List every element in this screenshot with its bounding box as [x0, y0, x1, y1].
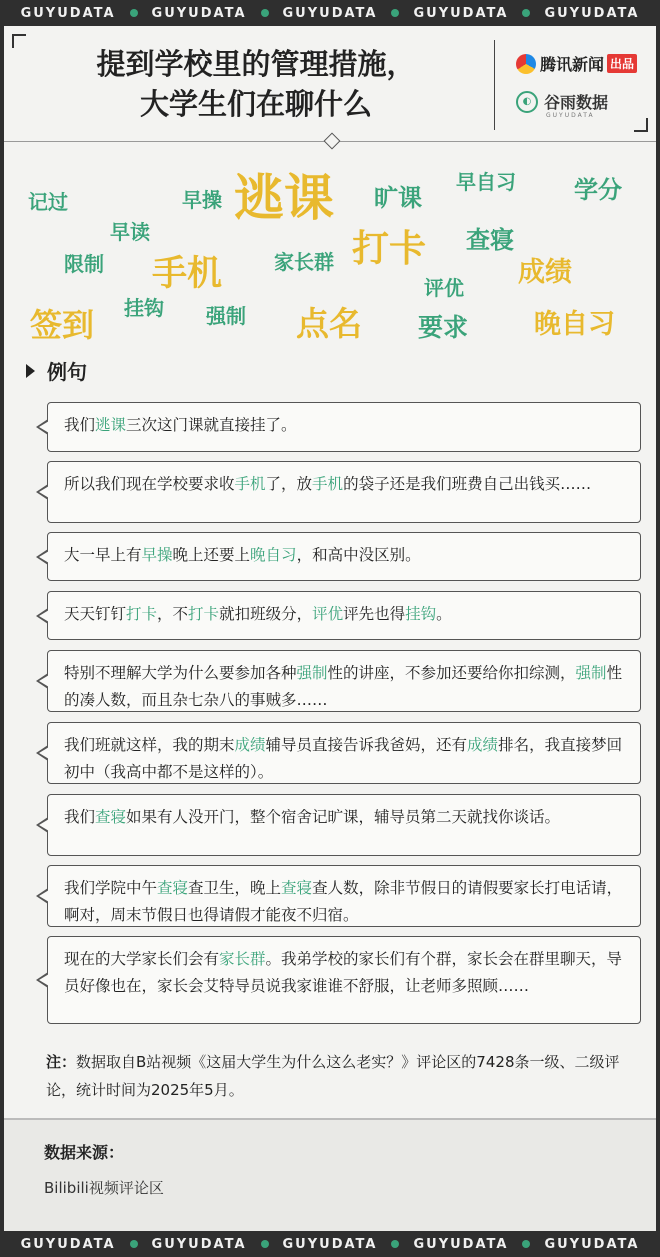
logo2-sub: GUYUDATA: [546, 112, 595, 119]
highlight-term: 家长群: [219, 950, 266, 968]
band-dot-icon: [261, 1240, 269, 1248]
example-text: 性的凑人数，而且杂七杂八的事贼多……: [64, 664, 623, 709]
brand-band-text: GUYUDATA: [544, 1236, 640, 1252]
example-bubble: [47, 722, 641, 784]
highlight-term: 成绩: [467, 736, 499, 754]
example-text: ，不: [157, 605, 189, 623]
title-line-1: 提到学校里的管理措施，: [96, 47, 416, 81]
word-cloud-word: 点名: [296, 304, 362, 343]
example-bubble: [47, 650, 641, 712]
example-text: 如果有人没开门，整个宿舍记旷课，辅导员第二天就找你谈话。: [126, 808, 561, 826]
corner-bracket-icon: [634, 118, 648, 132]
example-text: 大一早上有: [64, 546, 142, 564]
example-bubble: [47, 865, 641, 927]
brand-band-text: GUYUDATA: [282, 5, 378, 21]
band-dot-icon: [522, 9, 530, 17]
footnote-text: 数据取自B站视频《这届大学生为什么这么老实？》评论区的7428条一级、二级评论，统计时间为2025年5月。: [46, 1053, 620, 1099]
word-cloud-word: 签到: [30, 306, 95, 344]
example-text: 我们: [64, 416, 96, 434]
band-dot-icon: [130, 9, 138, 17]
brand-band-text: GUYUDATA: [20, 5, 116, 21]
word-cloud-word: 逃课: [234, 169, 334, 227]
word-cloud-word: 挂钩: [124, 296, 164, 320]
example-text: 的袋子还是我们班费自己出钱买……: [343, 475, 592, 493]
word-cloud-word: 限制: [64, 252, 104, 276]
brand-band-text: GUYUDATA: [151, 1236, 247, 1252]
example-text: 。我弟学校的家长们有个群，家长会在群里聊天，导员好像也在，家长会艾特导员说我家谁谁不舒服，让老师多照顾……: [64, 950, 623, 995]
highlight-term: 查寝: [95, 808, 127, 826]
highlight-term: 强制: [296, 664, 328, 682]
example-bubble: [47, 461, 641, 523]
band-dot-icon: [261, 9, 269, 17]
highlight-term: 成绩: [234, 736, 266, 754]
example-bubble: [47, 936, 641, 1024]
section-title: [26, 356, 87, 385]
word-cloud-word: 要求: [418, 313, 469, 342]
title-line-2: 大学生们在聊什么: [139, 87, 372, 121]
example-text: 了，放: [265, 475, 313, 493]
example-text: 晚上还要上: [172, 546, 251, 564]
word-cloud-word: 记过: [28, 190, 68, 214]
word-cloud-word: 早操: [182, 188, 222, 212]
word-cloud-word: 家长群: [274, 250, 334, 274]
highlight-term: 查寝: [157, 879, 189, 897]
example-bubble: [47, 794, 641, 856]
corner-bracket-icon: [12, 34, 26, 48]
example-text: 天天钉钉: [64, 605, 127, 623]
example-text: 我们学院中午: [64, 879, 158, 897]
band-dot-icon: [391, 9, 399, 17]
footnote-label: 注：: [46, 1053, 77, 1071]
highlight-term: 强制: [575, 664, 607, 682]
highlight-term: 挂钩: [405, 605, 437, 623]
word-cloud-word: 强制: [206, 304, 246, 328]
highlight-term: 查寝: [281, 879, 313, 897]
word-cloud-word: 晚自习: [534, 309, 615, 340]
word-cloud-word: 学分: [574, 176, 622, 204]
band-dot-icon: [522, 1240, 530, 1248]
example-text: 辅导员直接告诉我爸妈，还有: [265, 736, 468, 754]
word-cloud-word: 早自习: [456, 170, 516, 194]
word-cloud-word: 成绩: [518, 257, 572, 288]
example-text: 性的讲座，不参加还要给你扣综测，: [327, 664, 576, 682]
example-text: 我们班就这样，我的期末: [64, 736, 235, 754]
source-title: 数据来源：: [44, 1143, 125, 1162]
source-text: Bilibili视频评论区: [44, 1179, 164, 1197]
example-text: 特别不理解大学为什么要参加各种: [64, 664, 297, 682]
brand-band-text: GUYUDATA: [413, 5, 509, 21]
highlight-term: 打卡: [188, 605, 220, 623]
highlight-term: 早操: [141, 546, 173, 564]
triangle-icon: [26, 364, 35, 378]
footnote: [46, 1048, 642, 1104]
word-cloud: [4, 148, 656, 348]
section-title-text: 例句: [47, 360, 87, 384]
example-text: 现在的大学家长们会有: [64, 950, 220, 968]
source-section: [4, 1118, 656, 1231]
example-text: 查人数，除非节假日的请假要家长打电话请，啊对，周末节假日也得请假才能夜不归宿。: [64, 879, 623, 924]
word-cloud-word: 评优: [424, 276, 464, 300]
guyu-seal-icon: ◐: [516, 91, 538, 113]
brand-band-text: GUYUDATA: [20, 1236, 116, 1252]
top-brand-band: [0, 0, 660, 26]
example-text: 我们: [64, 808, 96, 826]
example-text: 评先也得: [343, 605, 406, 623]
example-bubble: [47, 402, 641, 452]
example-text: 查卫生，晚上: [188, 879, 282, 897]
guyu-data-logo: [516, 90, 609, 119]
word-cloud-word: 手机: [152, 254, 223, 294]
tencent-news-logo: [516, 52, 637, 75]
highlight-term: 打卡: [126, 605, 158, 623]
example-bubble: [47, 532, 641, 581]
page-title: [26, 44, 486, 124]
example-bubble: [47, 591, 641, 640]
example-text: 。: [436, 605, 452, 623]
logo1-text: 腾讯新闻: [540, 55, 605, 74]
word-cloud-word: 查寝: [466, 226, 514, 254]
logo2-text: 谷雨数据: [544, 93, 609, 112]
brand-band-text: GUYUDATA: [413, 1236, 509, 1252]
band-dot-icon: [130, 1240, 138, 1248]
brand-band-text: GUYUDATA: [151, 5, 247, 21]
highlight-term: 逃课: [95, 416, 127, 434]
highlight-term: 手机: [312, 475, 344, 493]
example-text: 所以我们现在学校要求收: [64, 475, 235, 493]
highlight-term: 评优: [312, 605, 344, 623]
example-text: 排名，我直接梦回初中（我高中都不是这样的）。: [64, 736, 623, 781]
tencent-news-icon: [516, 54, 536, 74]
header-divider: [494, 40, 495, 130]
band-dot-icon: [391, 1240, 399, 1248]
word-cloud-word: 旷课: [374, 184, 422, 212]
logo1-tag: 出品: [607, 54, 637, 73]
example-text: ，和高中没区别。: [296, 546, 421, 564]
brand-band-text: GUYUDATA: [544, 5, 640, 21]
example-text: 三次这门课就直接挂了。: [126, 416, 297, 434]
example-text: 就扣班级分，: [219, 605, 313, 623]
word-cloud-word: 打卡: [352, 227, 426, 270]
word-cloud-word: 早读: [110, 220, 150, 244]
brand-band-text: GUYUDATA: [282, 1236, 378, 1252]
highlight-term: 晚自习: [250, 546, 297, 564]
header: [4, 26, 656, 142]
bottom-brand-band: [0, 1231, 660, 1257]
highlight-term: 手机: [234, 475, 266, 493]
